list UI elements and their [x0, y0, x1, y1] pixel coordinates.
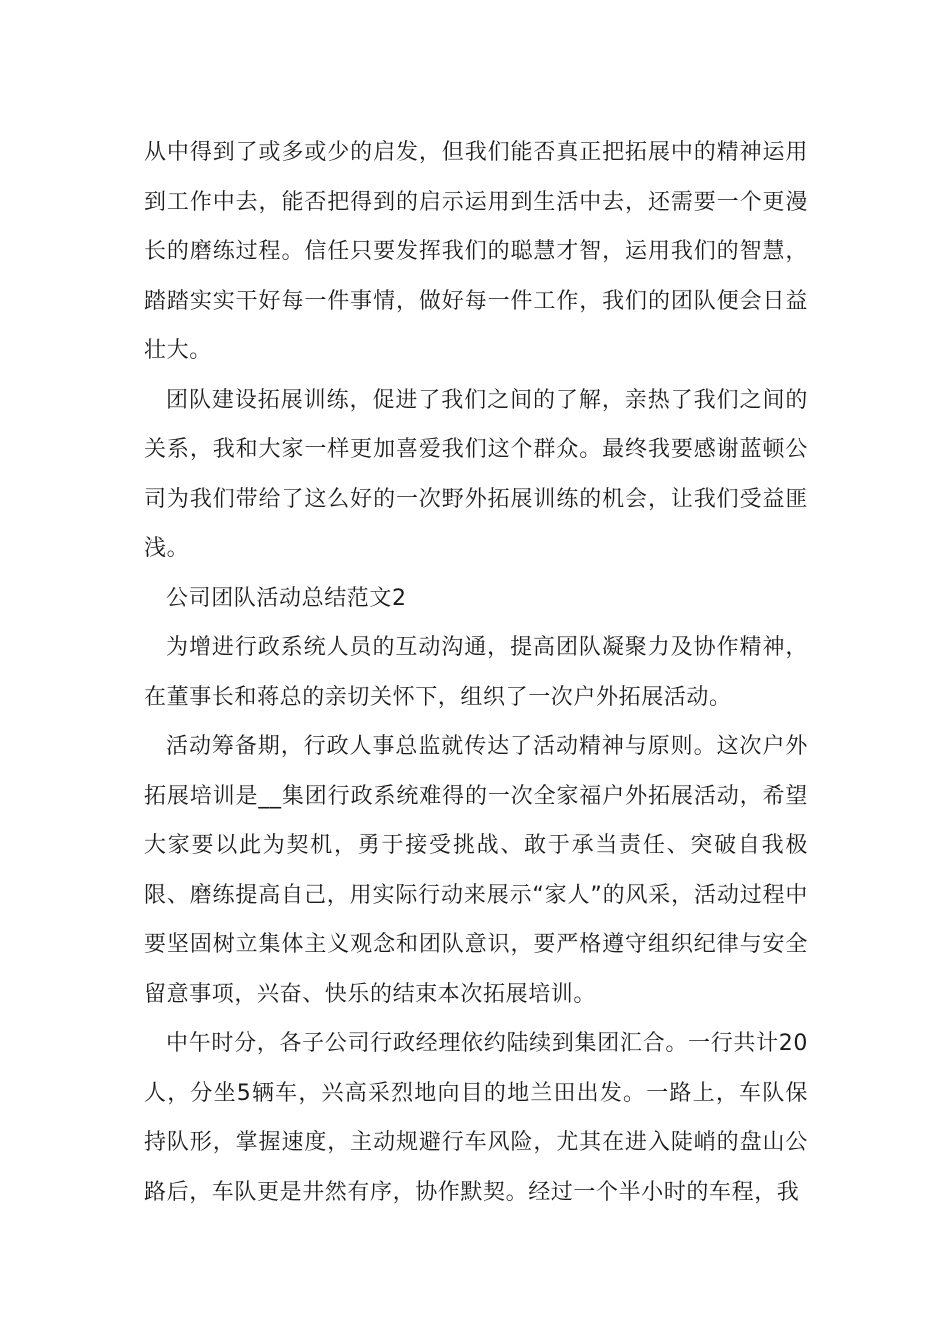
paragraph-team-building: 团队建设拓展训练，促进了我们之间的了解，亲热了我们之间的关系，我和大家一样更加喜爱我们这个群众。最终我要感谢蓝顿公司为我们带给了这么好的一次野外拓展训练的机会，让我们受益匪浅。	[144, 387, 808, 561]
paragraph-preparation: 活动筹备期，行政人事总监就传达了活动精神与原则。这次户外拓展培训是__集团行政系统难得的一次全家福户外拓展活动，希望大家要以此为契机，勇于接受挑战、敢于承当责任、突破自我极限、磨练提高自己，用实际行动来展示“家人”的风采，活动过程中要坚固树立集体主义观念和团队意识，要严格遵守组织纪律与安全留意事项，兴奋、快乐的结束本次拓展培训。	[144, 734, 808, 1007]
document-page	[144, 128, 808, 1217]
paragraph-departure: 中午时分，各子公司行政经理依约陆续到集团汇合。一行共计20人，分坐5辆车，兴高采烈地向目的地兰田出发。一路上，车队保持队形，掌握速度，主动规避行车风险，尤其在进入陡峭的盘山公路后，车队更是井然有序，协作默契。经过一个半小时的车程，我	[144, 1031, 808, 1205]
section-heading: 公司团队活动总结范文2	[166, 585, 407, 611]
paragraph-intro: 为增进行政系统人员的互动沟通，提高团队凝聚力及协作精神，在董事长和蒋总的亲切关怀下，组织了一次户外拓展活动。	[144, 635, 808, 710]
paragraph-continuation: 从中得到了或多或少的启发，但我们能否真正把拓展中的精神运用到工作中去，能否把得到的启示运用到生活中去，还需要一个更漫长的磨练过程。信任只要发挥我们的聪慧才智，运用我们的智慧，踏踏实实干好每一件事情，做好每一件工作，我们的团队便会日益壮大。	[144, 140, 808, 363]
